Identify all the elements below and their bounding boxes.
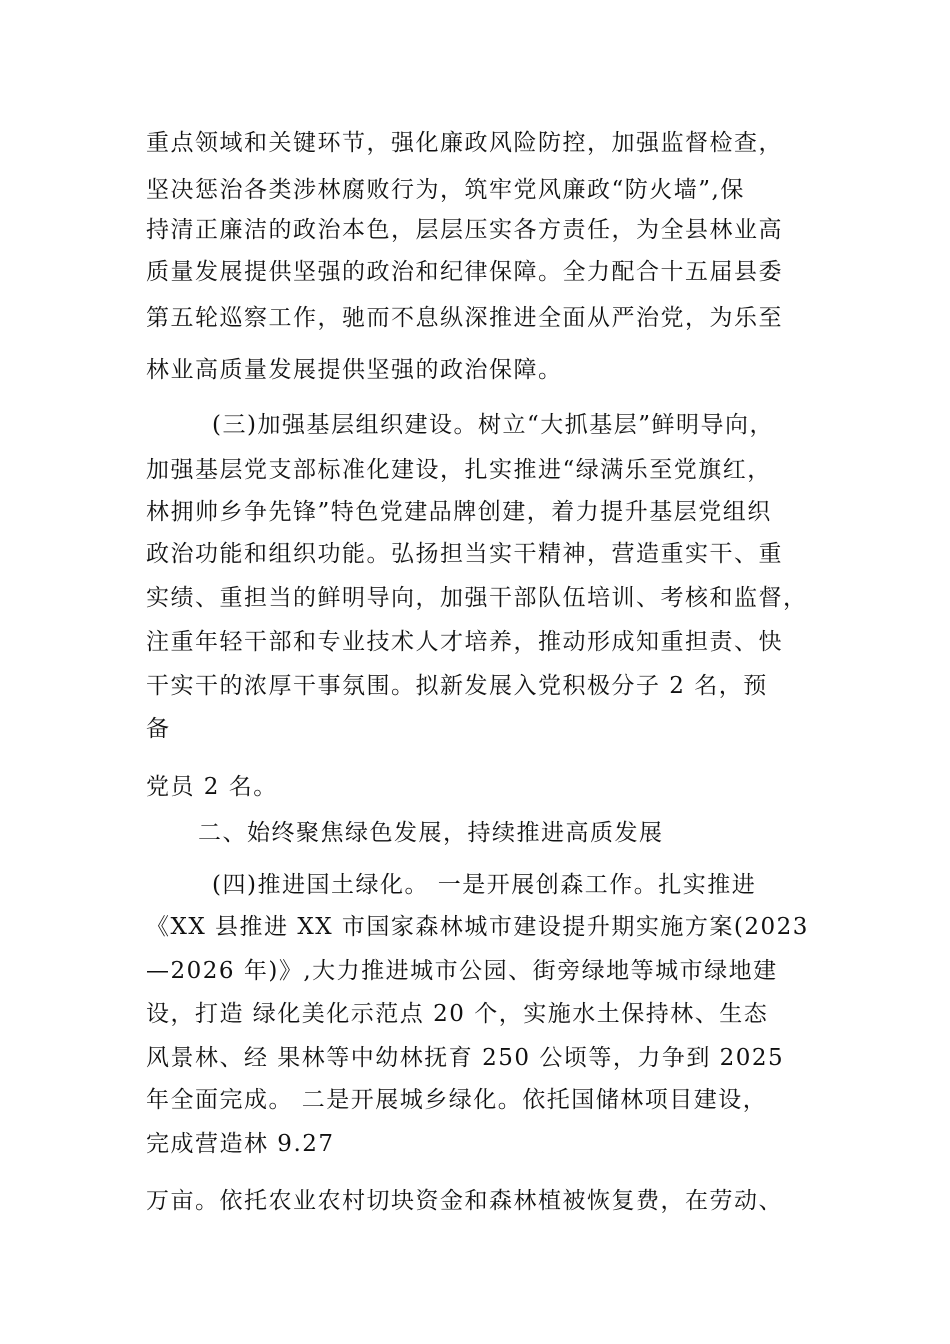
paragraph-line: 党员 2 名。 [146, 774, 278, 800]
paragraph-line: 万亩。依托农业农村切块资金和森林植被恢复费，在劳动、 [146, 1188, 783, 1214]
paragraph-line: 设，打造 绿化美化示范点 20 个，实施水土保持林、生态 [146, 1001, 769, 1027]
paragraph-line: 实绩、重担当的鲜明导向，加强干部队伍培训、考核和监督， [146, 585, 808, 611]
paragraph-line: 林拥帅乡争先锋”特色党建品牌创建，着力提升基层党组织 [146, 499, 772, 525]
paragraph-line: 干实干的浓厚干事氛围。拟新发展入党积极分子 2 名，预 [146, 673, 768, 699]
paragraph-line: 持清正廉洁的政治本色，层层压实各方责任，为全县林业高 [146, 217, 783, 243]
section-heading: (四)推进国土绿化。 一是开展创森工作。扎实推进 [212, 872, 757, 898]
section-heading: (三)加强基层组织建设。树立“大抓基层”鲜明导向， [212, 412, 774, 438]
paragraph-line: 坚决惩治各类涉林腐败行为，筑牢党风廉政“防火墙”,保 [146, 177, 745, 203]
paragraph-line: 注重年轻干部和专业技术人才培养，推动形成知重担责、快 [146, 629, 783, 655]
paragraph-line: 年全面完成。 二是开展城乡绿化。依托国储林项目建设， [146, 1087, 768, 1113]
paragraph-line: —2026 年)》,大力推进城市公园、街旁绿地等城市绿地建 [146, 958, 778, 984]
paragraph-line: 第五轮巡察工作，驰而不息纵深推进全面从严治党，为乐至 [146, 305, 783, 331]
paragraph-line: 风景林、经 果林等中幼林抚育 250 公顷等，力争到 2025 [146, 1045, 785, 1071]
chapter-heading: 二、始终聚焦绿色发展，持续推进高质发展 [198, 820, 664, 846]
paragraph-line: 《XX 县推进 XX 市国家森林城市建设提升期实施方案(2023 [146, 914, 809, 940]
paragraph-line: 完成营造林 9.27 [146, 1131, 335, 1157]
paragraph-line: 质量发展提供坚强的政治和纪律保障。全力配合十五届县委 [146, 259, 783, 285]
paragraph-line: 林业高质量发展提供坚强的政治保障。 [146, 357, 563, 383]
paragraph-line: 政治功能和组织功能。弘扬担当实干精神，营造重实干、重 [146, 541, 783, 567]
paragraph-line: 备 [146, 716, 171, 742]
paragraph-line: 重点领域和关键环节，强化廉政风险防控，加强监督检查， [146, 130, 783, 156]
paragraph-line: 加强基层党支部标准化建设，扎实推进“绿满乐至党旗红， [146, 457, 772, 483]
